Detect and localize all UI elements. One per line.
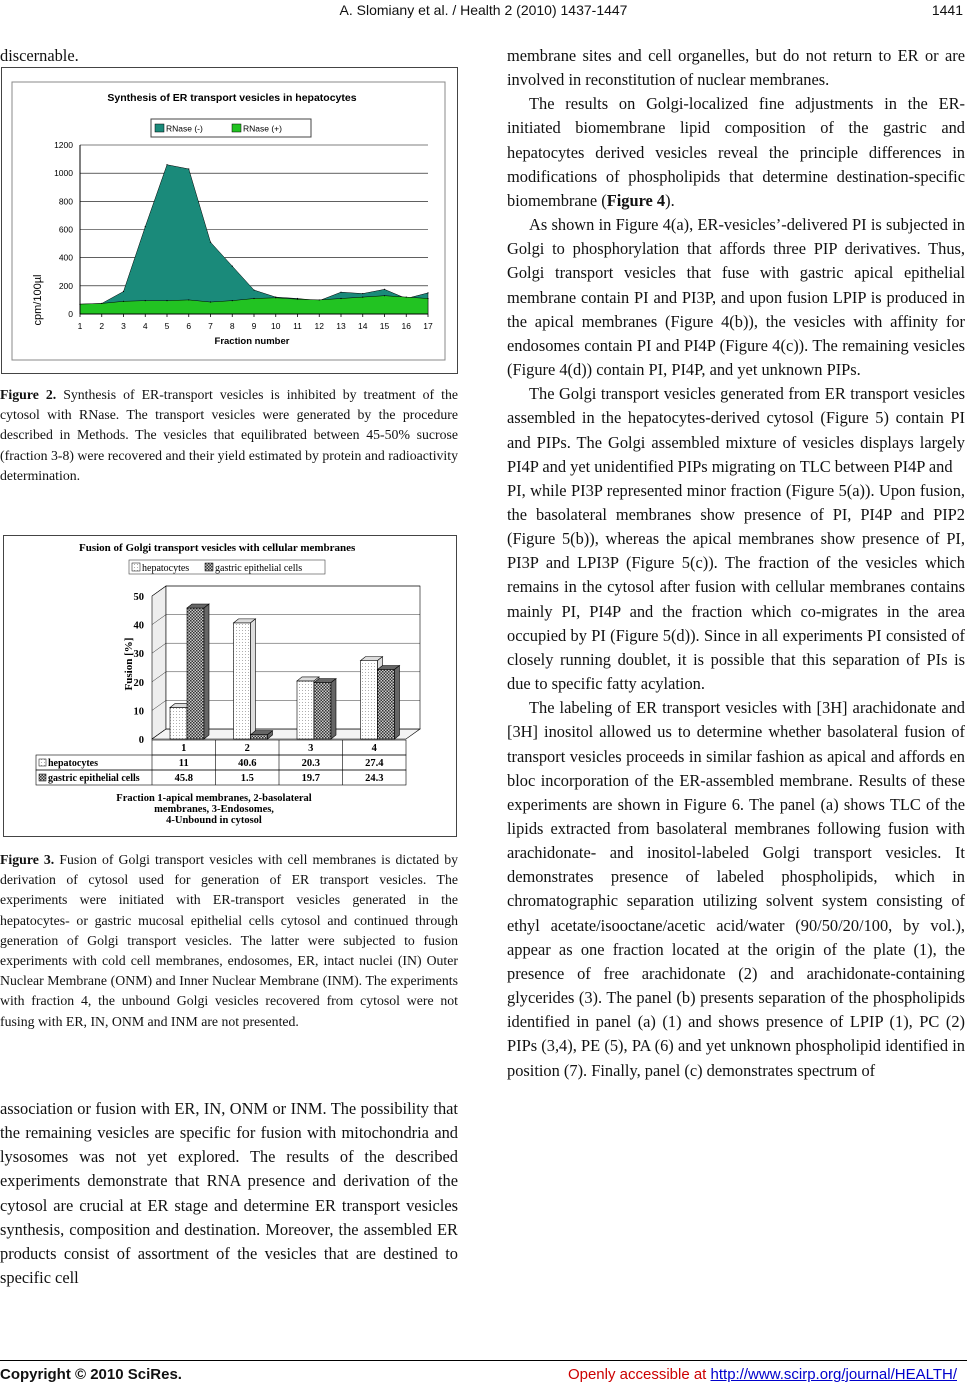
figure-2-point <box>384 289 385 290</box>
figure-3-table-swatch <box>39 774 46 781</box>
figure-2-x-tick: 5 <box>164 321 170 331</box>
figure-3-bar <box>187 608 204 739</box>
figure-2-point <box>210 301 211 302</box>
figure-3-bar <box>297 681 314 739</box>
figure-3-table-value: 40.6 <box>238 758 257 769</box>
figure-2-y-tick: 1200 <box>54 140 73 150</box>
figure-3-table-series-label: gastric epithelial cells <box>48 773 140 784</box>
left-column <box>0 44 458 68</box>
figure-3-table-value: 45.8 <box>174 773 193 784</box>
figure-2-y-tick: 800 <box>58 196 73 207</box>
figure-2-y-tick: 600 <box>58 224 73 235</box>
figure-2-x-tick: 7 <box>208 321 213 331</box>
paragraph-2: The results on Golgi-localized fine adjustments in the ER-initiated biomembrane lipid composition of the gastric and hepatocytes derived vesicles reveal the principle differences in modifications of phospholipids that determine destination-specific biomembrane (Figure 4). <box>507 94 965 210</box>
figure-3-y-tick: 10 <box>133 706 144 718</box>
figure-2-x-tick: 11 <box>293 321 302 331</box>
figure-2-point <box>166 164 167 165</box>
figure-2-x-tick: 4 <box>142 321 148 331</box>
journal-link[interactable]: http://www.scirp.org/journal/HEALTH/ <box>710 1366 957 1383</box>
figure-2-caption-text: Synthesis of ER-transport vesicles is inhibited by treatment of the cytosol with RNase. The transport vesicles were generated by the procedure described in Methods. The vesicles that equilibrated between 45-50% sucrose (fraction 3-8) were recovered and their yield estimated by protein and radioactivity determination. <box>0 387 458 483</box>
figure-3-caption <box>0 850 458 1032</box>
figure-3-table-swatch <box>39 759 46 766</box>
figure-3-legend-swatch <box>132 563 140 571</box>
figure-2-point <box>123 301 124 302</box>
figure-2-title: Synthesis of ER transport vesicles in hepatocytes <box>107 92 357 104</box>
figure-2-caption-label: Figure 2. <box>0 387 57 402</box>
figure-3-legend <box>129 560 325 574</box>
figure-3-y-tick: 30 <box>133 649 144 661</box>
figure-2-caption <box>0 385 458 486</box>
figure-2-point <box>188 168 189 169</box>
figure-2-x-tick: 12 <box>314 321 324 331</box>
figure-3-category-label: 2 <box>244 743 250 754</box>
figure-2-y-tick: 1000 <box>54 168 73 179</box>
figure-3-bar <box>361 661 378 739</box>
figure-2-x-tick: 15 <box>379 321 390 331</box>
figure-2-x-tick: 16 <box>401 321 411 331</box>
figure-2-point <box>166 300 167 301</box>
figure-2-x-tick: 3 <box>121 321 126 331</box>
figure-3-legend-swatch <box>205 563 213 571</box>
figure-2-point <box>123 291 124 292</box>
figure-3-bar-side <box>331 679 336 739</box>
figure-3-x-label <box>116 793 311 826</box>
figure-3-table-value: 27.4 <box>365 758 384 769</box>
paragraph-6: The labeling of ER transport vesicles with [3H] arachidonate and [3H] inositol allowed us to determine whether basolateral fusion of transport vesicles proceeds in similar fashion as apical and affords en bloc incorporation of the ER-assembled membrane. Results of these experiments are shown in Figure 6. The panel (a) shows TLC of the lipids extracted from basolateral membranes following fusion with arachidonate- and inositol-labeled Golgi transport vesicles. It demonstrates presence of labeled phospholipids, which in chromatographic separation utilizing solvent system consisting of ethyl acetate/isooctane/acetic acid/water (90/50/20/100, by vol.), appear as one fraction located at the origin of the plate (1), the presence of free arachidonate (2) and arachidonate-containing glycerides (3). The panel (b) presents separation of the phospholipids identified in panel (a) (1) and shows presence of LPIP (1), PC (2) PIPs (3,4), PE (5), PA (6) and yet unknown phospholipid identified in position (7). Finally, panel (c) demonstrates spectrum of <box>507 698 965 1080</box>
figure-2-x-tick: 2 <box>99 321 105 331</box>
figure-3-bar <box>314 683 331 739</box>
figure-2-x-tick: 10 <box>271 321 281 331</box>
figure-2-point <box>340 298 341 299</box>
figure-2-x-label: Fraction number <box>214 336 290 347</box>
figure-2-legend-swatch <box>155 124 164 132</box>
figure-2 <box>1 67 458 374</box>
figure-3-table-value: 24.3 <box>365 773 384 784</box>
figure-3-chart <box>4 536 456 836</box>
footer-rule <box>0 1360 967 1361</box>
figure-2-legend-label: RNase (-) <box>166 123 203 134</box>
figure-3-x-label-line: membranes, 3-Endosomes, <box>154 804 274 815</box>
copyright: Copyright © 2010 SciRes. <box>0 1366 182 1383</box>
figure-3-category-label: 4 <box>371 743 377 754</box>
figure-3-bar-side <box>395 666 400 739</box>
figure-3-bar-side <box>204 604 209 739</box>
figure-2-point <box>232 266 233 267</box>
figure-3-caption-label: Figure 3. <box>0 852 55 867</box>
figure-2-y-tick: 0 <box>68 309 73 319</box>
figure-3-bar-side <box>251 619 256 739</box>
figure-2-x-tick: 1 <box>77 321 83 331</box>
paragraph-1: membrane sites and cell organelles, but do not return to ER or are involved in reconstitution of nuclear membranes. <box>507 46 965 90</box>
figure-3-data-table <box>36 740 406 785</box>
figure-2-x-tick: 9 <box>251 321 257 331</box>
figure-3-side-wall <box>152 586 166 739</box>
figure-3 <box>3 535 457 837</box>
figure-3-y-tick: 50 <box>133 592 144 603</box>
figure-3-table-value: 19.7 <box>301 773 320 784</box>
figure-3-title: Fusion of Golgi transport vesicles with cellular membranes <box>79 542 356 554</box>
figure-3-table-value: 20.3 <box>301 758 320 769</box>
figure-3-y-tick: 40 <box>133 620 144 632</box>
figure-2-point <box>275 297 276 298</box>
figure-2-x-tick: 6 <box>186 321 192 331</box>
figure-2-y-tick: 200 <box>58 280 73 291</box>
figure-2-point <box>427 298 428 299</box>
figure-2-x-tick: 8 <box>229 321 235 331</box>
figure-3-bar <box>170 708 187 739</box>
figure-2-legend-label: RNase (+) <box>243 123 282 134</box>
figure-2-point <box>427 292 428 293</box>
open-access-note: Openly accessible at http://www.scirp.org/journal/HEALTH/ <box>567 1366 957 1383</box>
figure-3-x-label-line: Fraction 1-apical membranes, 2-basolateral <box>116 793 312 804</box>
figure-2-point <box>384 295 385 296</box>
running-head: A. Slomiany et al. / Health 2 (2010) 1437-1447 <box>339 2 628 18</box>
right-column <box>507 44 965 1083</box>
figure-2-point <box>406 297 407 298</box>
figure-2-point <box>145 300 146 301</box>
figure-2-point <box>101 303 102 304</box>
figure-3-y-tick: 20 <box>133 677 144 689</box>
figure-3-category-label: 3 <box>308 743 314 754</box>
figure-3-legend-label: hepatocytes <box>142 563 190 574</box>
figure-2-point <box>297 299 298 300</box>
figure-2-chart <box>2 68 457 373</box>
figure-3-table-value: 11 <box>178 758 189 769</box>
figure-2-point <box>362 293 363 294</box>
left-bottom-text: association or fusion with ER, IN, ONM or INM. The possibility that the remaining vesicles are specific for fusion with mitochondria and lysosomes was not yet explored. The results of the described experiments demonstrate that RNA presence and derivation of the cytosol are crucial at ER stage and determine ER transport vesicles synthesis, composition and destination. Moreover, the assembled ER products consist of assortment of the vesicles that are destined to specific cell <box>0 1099 458 1288</box>
figure-3-legend-label: gastric epithelial cells <box>215 563 303 574</box>
paragraph-5: PI, while PI3P represented minor fraction (Figure 5(a)). Upon fusion, the basolateral membranes show presence of PI, PI4P and PIP2 (Figure 5(b)), whereas the apical membranes show presence of PI, PI3P and LPI3P (Figure 5(c)). The fraction of the vesicles which remains in the cytosol after fusion with cellular membranes contains mainly PI, PI4P and the fraction which co-migrates in the area occupied by PI (Figure 5(d)). Since in all experiments PI consisted of closely running doublet, it is possible that this separation of PIs is due to specific fatty acylation. <box>507 480 965 694</box>
figure-2-x-tick: 17 <box>423 321 433 331</box>
figure-3-x-label-line: 4-Unbound in cytosol <box>166 815 262 826</box>
figure-2-legend-swatch <box>232 124 241 132</box>
figure-2-point <box>210 242 211 243</box>
figure-2-point <box>253 298 254 299</box>
figure-2-x-tick: 13 <box>336 321 346 331</box>
figure-3-y-label: Fusion [%] <box>123 637 135 691</box>
figure-2-point <box>362 297 363 298</box>
paragraph-3: As shown in Figure 4(a), ER-vesicles’-delivered PI is subjected in Golgi to phosphorylation that affords three PIP derivatives. Thus, Golgi transport vesicles that fuse with gastric apical epithelial membrane contain PI and PI3P, and upon fusion LPIP is produced in the apical membranes (Figure 4(b)), the vesicles with affinity for endosomes contain PI and PI4P (Figure 4(c)). The remaining vesicles (Figure 4(d)) contain PI, PI4P, and yet unknown PIPs. <box>507 215 965 380</box>
figure-3-table-value: 1.5 <box>240 773 254 784</box>
figure-2-point <box>232 300 233 301</box>
left-bottom-text-block <box>0 1097 458 1290</box>
page-number: 1441 <box>931 2 963 18</box>
figure-2-point <box>340 292 341 293</box>
left-top-text: discernable. <box>0 46 79 65</box>
paragraph-4: The Golgi transport vesicles generated from ER transport vesicles assembled in the hepatocytes-derived cytosol (Figure 5) contain PI and PIPs. The Golgi assembled mixture of vesicles displays largely PI4P and yet unidentified PIPs migrating on TLC between PI4P and <box>507 384 965 476</box>
figure-2-point <box>188 299 189 300</box>
figure-2-y-label: cpm/100µl <box>32 274 44 326</box>
figure-2-y-tick: 400 <box>58 252 73 263</box>
figure-3-category-label: 1 <box>181 743 187 754</box>
figure-3-bar <box>234 623 251 739</box>
figure-2-point <box>319 299 320 300</box>
figure-2-point <box>145 226 146 227</box>
figure-2-point <box>253 289 254 290</box>
figure-2-x-tick: 14 <box>358 321 368 331</box>
figure-3-y-tick: 0 <box>138 735 144 746</box>
figure-3-bar <box>251 735 268 739</box>
figure-3-table-series-label: hepatocytes <box>48 758 98 769</box>
figure-3-bar <box>378 670 395 739</box>
figure-3-caption-text: Fusion of Golgi transport vesicles with cell membranes is dictated by derivation of cytosol used for generation of ER transport vesicles. The experiments were initiated with ER-transport vesicles generated in the hepatocytes- or gastric mucosal epithelial cells cytosol and continued through generation of Golgi transport vesicles. The latter were subjected to fusion experiments with cold cell membranes, endosomes, ER, intact nuclei (IN) Outer Nuclear Membrane (ONM) and Inner Nuclear Membrane (INM). The experiments with fraction 4, the unbound Golgi vesicles recovered from cytosol were not fusing with ER, IN, ONM and INM are not presented. <box>0 852 458 1029</box>
